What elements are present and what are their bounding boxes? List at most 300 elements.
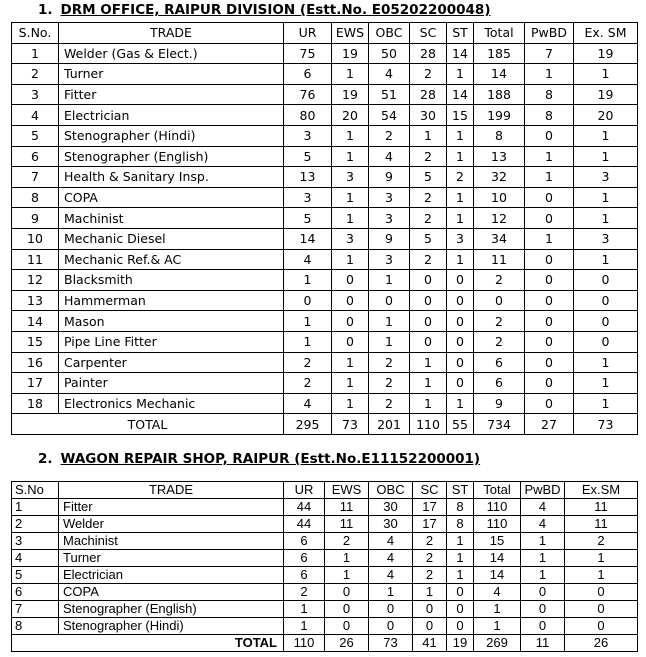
count-cell: 14 — [474, 64, 525, 85]
count-cell: 1 — [447, 187, 474, 208]
count-cell: 14 — [447, 43, 474, 64]
count-cell: 1 — [447, 64, 474, 85]
count-cell: 3 — [369, 208, 410, 229]
serial-number-cell: 1 — [12, 43, 59, 64]
count-cell: 8 — [525, 84, 574, 105]
serial-number-cell: 3 — [12, 533, 59, 550]
count-cell: 1 — [574, 208, 638, 229]
count-cell: 19 — [574, 84, 638, 105]
count-cell: 4 — [284, 249, 332, 270]
total-label: TOTAL — [12, 635, 284, 652]
count-cell: 0 — [447, 311, 474, 332]
count-cell: 1 — [284, 601, 325, 618]
count-cell: 1 — [521, 550, 565, 567]
count-cell: 1 — [413, 584, 447, 601]
total-value: 269 — [474, 635, 521, 652]
count-cell: 3 — [369, 187, 410, 208]
total-value: 73 — [574, 414, 638, 435]
count-cell: 0 — [574, 270, 638, 291]
count-cell: 0 — [325, 584, 369, 601]
count-cell: 0 — [447, 601, 474, 618]
count-cell: 1 — [447, 567, 474, 584]
table-row — [12, 373, 638, 394]
trade-cell: Stenographer (Hindi) — [59, 618, 284, 635]
column-header: S.No — [12, 482, 59, 499]
count-cell: 1 — [410, 373, 447, 394]
trade-cell: Electrician — [59, 105, 284, 126]
count-cell: 14 — [474, 567, 521, 584]
serial-number-cell: 9 — [12, 208, 59, 229]
count-cell: 12 — [474, 208, 525, 229]
count-cell: 2 — [369, 125, 410, 146]
table-header-row — [12, 23, 638, 44]
count-cell: 0 — [447, 618, 474, 635]
count-cell: 6 — [284, 533, 325, 550]
serial-number-cell: 13 — [12, 290, 59, 311]
column-header: ST — [447, 23, 474, 44]
count-cell: 10 — [474, 187, 525, 208]
count-cell: 11 — [565, 499, 638, 516]
count-cell: 0 — [521, 601, 565, 618]
count-cell: 11 — [565, 516, 638, 533]
count-cell: 80 — [284, 105, 332, 126]
table-row — [12, 167, 638, 188]
count-cell: 1 — [525, 64, 574, 85]
total-value: 19 — [447, 635, 474, 652]
count-cell: 0 — [565, 584, 638, 601]
table-row — [12, 249, 638, 270]
trade-cell: Machinist — [59, 533, 284, 550]
count-cell: 11 — [474, 249, 525, 270]
count-cell: 11 — [325, 499, 369, 516]
count-cell: 0 — [413, 618, 447, 635]
count-cell: 0 — [574, 290, 638, 311]
count-cell: 6 — [474, 373, 525, 394]
count-cell: 4 — [369, 550, 413, 567]
drm-office-table — [11, 22, 638, 435]
count-cell: 13 — [474, 146, 525, 167]
count-cell: 0 — [325, 601, 369, 618]
table-row — [12, 84, 638, 105]
count-cell: 5 — [284, 146, 332, 167]
count-cell: 1 — [574, 249, 638, 270]
trade-cell: Turner — [59, 550, 284, 567]
count-cell: 1 — [574, 64, 638, 85]
count-cell: 0 — [410, 270, 447, 291]
table-row — [12, 187, 638, 208]
count-cell: 1 — [332, 146, 369, 167]
count-cell: 1 — [447, 146, 474, 167]
count-cell: 2 — [325, 533, 369, 550]
count-cell: 4 — [474, 584, 521, 601]
count-cell: 2 — [369, 373, 410, 394]
count-cell: 0 — [525, 125, 574, 146]
section1-title — [38, 2, 491, 18]
count-cell: 1 — [521, 567, 565, 584]
trade-cell: Painter — [59, 373, 284, 394]
count-cell: 14 — [447, 84, 474, 105]
count-cell: 0 — [525, 352, 574, 373]
column-header: UR — [284, 482, 325, 499]
count-cell: 1 — [369, 584, 413, 601]
count-cell: 3 — [284, 125, 332, 146]
count-cell: 3 — [332, 167, 369, 188]
count-cell: 0 — [521, 618, 565, 635]
column-header: OBC — [369, 482, 413, 499]
count-cell: 0 — [369, 618, 413, 635]
serial-number-cell: 12 — [12, 270, 59, 291]
count-cell: 28 — [410, 84, 447, 105]
serial-number-cell: 18 — [12, 393, 59, 414]
count-cell: 1 — [284, 331, 332, 352]
count-cell: 0 — [447, 352, 474, 373]
total-value: 27 — [525, 414, 574, 435]
count-cell: 1 — [332, 187, 369, 208]
count-cell: 6 — [284, 64, 332, 85]
total-value: 55 — [447, 414, 474, 435]
total-value: 26 — [325, 635, 369, 652]
count-cell: 11 — [325, 516, 369, 533]
total-value: 41 — [413, 635, 447, 652]
total-row — [12, 414, 638, 435]
count-cell: 1 — [574, 352, 638, 373]
count-cell: 0 — [525, 373, 574, 394]
serial-number-cell: 14 — [12, 311, 59, 332]
column-header: EWS — [325, 482, 369, 499]
table-row — [12, 270, 638, 291]
count-cell: 1 — [369, 311, 410, 332]
column-header: ST — [447, 482, 474, 499]
count-cell: 0 — [369, 601, 413, 618]
count-cell: 4 — [284, 393, 332, 414]
serial-number-cell: 16 — [12, 352, 59, 373]
count-cell: 0 — [447, 373, 474, 394]
count-cell: 1 — [474, 601, 521, 618]
section2-number: 2. — [38, 451, 53, 467]
count-cell: 0 — [525, 331, 574, 352]
count-cell: 20 — [574, 105, 638, 126]
count-cell: 199 — [474, 105, 525, 126]
total-value: 110 — [284, 635, 325, 652]
count-cell: 1 — [410, 352, 447, 373]
trade-cell: Blacksmith — [59, 270, 284, 291]
count-cell: 2 — [474, 331, 525, 352]
trade-cell: Mason — [59, 311, 284, 332]
count-cell: 0 — [410, 311, 447, 332]
wagon-repair-shop-table — [11, 481, 638, 652]
serial-number-cell: 8 — [12, 187, 59, 208]
count-cell: 7 — [525, 43, 574, 64]
table-row — [12, 533, 638, 550]
count-cell: 1 — [325, 567, 369, 584]
count-cell: 1 — [447, 550, 474, 567]
count-cell: 2 — [410, 146, 447, 167]
column-header: Total — [474, 482, 521, 499]
table-row — [12, 146, 638, 167]
table-row — [12, 393, 638, 414]
serial-number-cell: 5 — [12, 125, 59, 146]
table-row — [12, 311, 638, 332]
count-cell: 2 — [284, 352, 332, 373]
count-cell: 3 — [332, 228, 369, 249]
count-cell: 1 — [325, 550, 369, 567]
count-cell: 50 — [369, 43, 410, 64]
total-value: 26 — [565, 635, 638, 652]
serial-number-cell: 11 — [12, 249, 59, 270]
count-cell: 6 — [284, 567, 325, 584]
trade-cell: Welder — [59, 516, 284, 533]
count-cell: 0 — [521, 584, 565, 601]
count-cell: 1 — [525, 228, 574, 249]
count-cell: 1 — [447, 533, 474, 550]
count-cell: 1 — [521, 533, 565, 550]
count-cell: 44 — [284, 516, 325, 533]
trade-cell: COPA — [59, 584, 284, 601]
total-value: 201 — [369, 414, 410, 435]
count-cell: 1 — [410, 393, 447, 414]
count-cell: 0 — [325, 618, 369, 635]
count-cell: 75 — [284, 43, 332, 64]
count-cell: 1 — [574, 146, 638, 167]
count-cell: 0 — [447, 331, 474, 352]
column-header: Ex.SM — [565, 482, 638, 499]
count-cell: 2 — [410, 208, 447, 229]
count-cell: 30 — [369, 499, 413, 516]
count-cell: 110 — [474, 499, 521, 516]
section1-number: 1. — [38, 2, 53, 18]
trade-cell: Hammerman — [59, 290, 284, 311]
count-cell: 0 — [525, 187, 574, 208]
serial-number-cell: 10 — [12, 228, 59, 249]
column-header: PwBD — [521, 482, 565, 499]
count-cell: 1 — [574, 393, 638, 414]
count-cell: 1 — [574, 125, 638, 146]
count-cell: 8 — [447, 516, 474, 533]
count-cell: 2 — [369, 393, 410, 414]
count-cell: 8 — [447, 499, 474, 516]
count-cell: 5 — [410, 228, 447, 249]
count-cell: 2 — [413, 533, 447, 550]
count-cell: 1 — [284, 270, 332, 291]
count-cell: 51 — [369, 84, 410, 105]
count-cell: 76 — [284, 84, 332, 105]
count-cell: 3 — [447, 228, 474, 249]
serial-number-cell: 6 — [12, 584, 59, 601]
trade-cell: Stenographer (English) — [59, 601, 284, 618]
trade-cell: Electronics Mechanic — [59, 393, 284, 414]
count-cell: 1 — [447, 125, 474, 146]
count-cell: 0 — [410, 290, 447, 311]
table-row — [12, 550, 638, 567]
count-cell: 19 — [332, 84, 369, 105]
total-value: 110 — [410, 414, 447, 435]
total-value: 295 — [284, 414, 332, 435]
count-cell: 6 — [284, 550, 325, 567]
count-cell: 0 — [565, 618, 638, 635]
trade-cell: COPA — [59, 187, 284, 208]
serial-number-cell: 17 — [12, 373, 59, 394]
count-cell: 1 — [410, 125, 447, 146]
count-cell: 2 — [474, 270, 525, 291]
count-cell: 0 — [447, 270, 474, 291]
table-row — [12, 352, 638, 373]
serial-number-cell: 5 — [12, 567, 59, 584]
count-cell: 1 — [447, 208, 474, 229]
table-row — [12, 516, 638, 533]
count-cell: 9 — [369, 228, 410, 249]
count-cell: 1 — [332, 208, 369, 229]
count-cell: 14 — [474, 550, 521, 567]
table-row — [12, 64, 638, 85]
trade-cell: Stenographer (English) — [59, 146, 284, 167]
table-row — [12, 228, 638, 249]
count-cell: 5 — [284, 208, 332, 229]
count-cell: 3 — [369, 249, 410, 270]
column-header: EWS — [332, 23, 369, 44]
count-cell: 1 — [574, 187, 638, 208]
trade-cell: Fitter — [59, 84, 284, 105]
count-cell: 0 — [525, 208, 574, 229]
count-cell: 14 — [284, 228, 332, 249]
column-header: OBC — [369, 23, 410, 44]
trade-cell: Pipe Line Fitter — [59, 331, 284, 352]
trade-cell: Turner — [59, 64, 284, 85]
count-cell: 4 — [369, 146, 410, 167]
count-cell: 19 — [574, 43, 638, 64]
count-cell: 1 — [369, 331, 410, 352]
count-cell: 9 — [369, 167, 410, 188]
count-cell: 0 — [474, 290, 525, 311]
column-header: Ex. SM — [574, 23, 638, 44]
trade-cell: Fitter — [59, 499, 284, 516]
total-value: 734 — [474, 414, 525, 435]
serial-number-cell: 8 — [12, 618, 59, 635]
count-cell: 3 — [574, 167, 638, 188]
count-cell: 185 — [474, 43, 525, 64]
count-cell: 30 — [369, 516, 413, 533]
column-header: TRADE — [59, 482, 284, 499]
count-cell: 6 — [474, 352, 525, 373]
count-cell: 0 — [447, 584, 474, 601]
section2-heading: WAGON REPAIR SHOP, RAIPUR (Estt.No.E11152200001) — [60, 451, 481, 467]
count-cell: 15 — [447, 105, 474, 126]
count-cell: 0 — [525, 249, 574, 270]
count-cell: 0 — [447, 290, 474, 311]
count-cell: 1 — [369, 270, 410, 291]
count-cell: 0 — [525, 270, 574, 291]
trade-cell: Mechanic Ref.& AC — [59, 249, 284, 270]
count-cell: 1 — [332, 249, 369, 270]
serial-number-cell: 7 — [12, 167, 59, 188]
count-cell: 54 — [369, 105, 410, 126]
column-header: PwBD — [525, 23, 574, 44]
trade-cell: Mechanic Diesel — [59, 228, 284, 249]
count-cell: 2 — [369, 352, 410, 373]
section1-heading: DRM OFFICE, RAIPUR DIVISION (Estt.No. E05202200048) — [60, 2, 491, 18]
count-cell: 28 — [410, 43, 447, 64]
count-cell: 1 — [447, 393, 474, 414]
count-cell: 1 — [565, 550, 638, 567]
count-cell: 1 — [525, 146, 574, 167]
count-cell: 4 — [521, 516, 565, 533]
section2-title — [38, 451, 480, 467]
table-row — [12, 567, 638, 584]
count-cell: 0 — [413, 601, 447, 618]
count-cell: 13 — [284, 167, 332, 188]
table-row — [12, 499, 638, 516]
total-value: 73 — [369, 635, 413, 652]
serial-number-cell: 6 — [12, 146, 59, 167]
table-row — [12, 208, 638, 229]
count-cell: 2 — [284, 584, 325, 601]
count-cell: 2 — [474, 311, 525, 332]
count-cell: 1 — [332, 393, 369, 414]
count-cell: 0 — [332, 311, 369, 332]
count-cell: 34 — [474, 228, 525, 249]
count-cell: 0 — [284, 290, 332, 311]
table-header-row — [12, 482, 638, 499]
count-cell: 2 — [410, 187, 447, 208]
count-cell: 8 — [525, 105, 574, 126]
count-cell: 1 — [332, 125, 369, 146]
count-cell: 1 — [332, 64, 369, 85]
trade-cell: Electrician — [59, 567, 284, 584]
count-cell: 0 — [574, 331, 638, 352]
table-row — [12, 105, 638, 126]
count-cell: 1 — [284, 311, 332, 332]
table-row — [12, 290, 638, 311]
count-cell: 0 — [525, 311, 574, 332]
count-cell: 0 — [332, 270, 369, 291]
trade-cell: Carpenter — [59, 352, 284, 373]
count-cell: 4 — [369, 567, 413, 584]
column-header: SC — [410, 23, 447, 44]
total-label: TOTAL — [12, 414, 284, 435]
count-cell: 1 — [474, 618, 521, 635]
serial-number-cell: 4 — [12, 105, 59, 126]
total-value: 73 — [332, 414, 369, 435]
count-cell: 2 — [565, 533, 638, 550]
column-header: UR — [284, 23, 332, 44]
count-cell: 0 — [332, 290, 369, 311]
count-cell: 32 — [474, 167, 525, 188]
serial-number-cell: 3 — [12, 84, 59, 105]
count-cell: 1 — [284, 618, 325, 635]
column-header: Total — [474, 23, 525, 44]
serial-number-cell: 2 — [12, 516, 59, 533]
trade-cell: Health & Sanitary Insp. — [59, 167, 284, 188]
column-header: TRADE — [59, 23, 284, 44]
table-row — [12, 618, 638, 635]
serial-number-cell: 7 — [12, 601, 59, 618]
count-cell: 110 — [474, 516, 521, 533]
serial-number-cell: 15 — [12, 331, 59, 352]
serial-number-cell: 4 — [12, 550, 59, 567]
count-cell: 2 — [284, 373, 332, 394]
count-cell: 0 — [565, 601, 638, 618]
count-cell: 0 — [332, 331, 369, 352]
count-cell: 3 — [574, 228, 638, 249]
count-cell: 4 — [369, 64, 410, 85]
count-cell: 1 — [574, 373, 638, 394]
column-header: S.No. — [12, 23, 59, 44]
table-row — [12, 601, 638, 618]
count-cell: 1 — [332, 352, 369, 373]
count-cell: 5 — [410, 167, 447, 188]
count-cell: 1 — [332, 373, 369, 394]
count-cell: 2 — [447, 167, 474, 188]
count-cell: 30 — [410, 105, 447, 126]
